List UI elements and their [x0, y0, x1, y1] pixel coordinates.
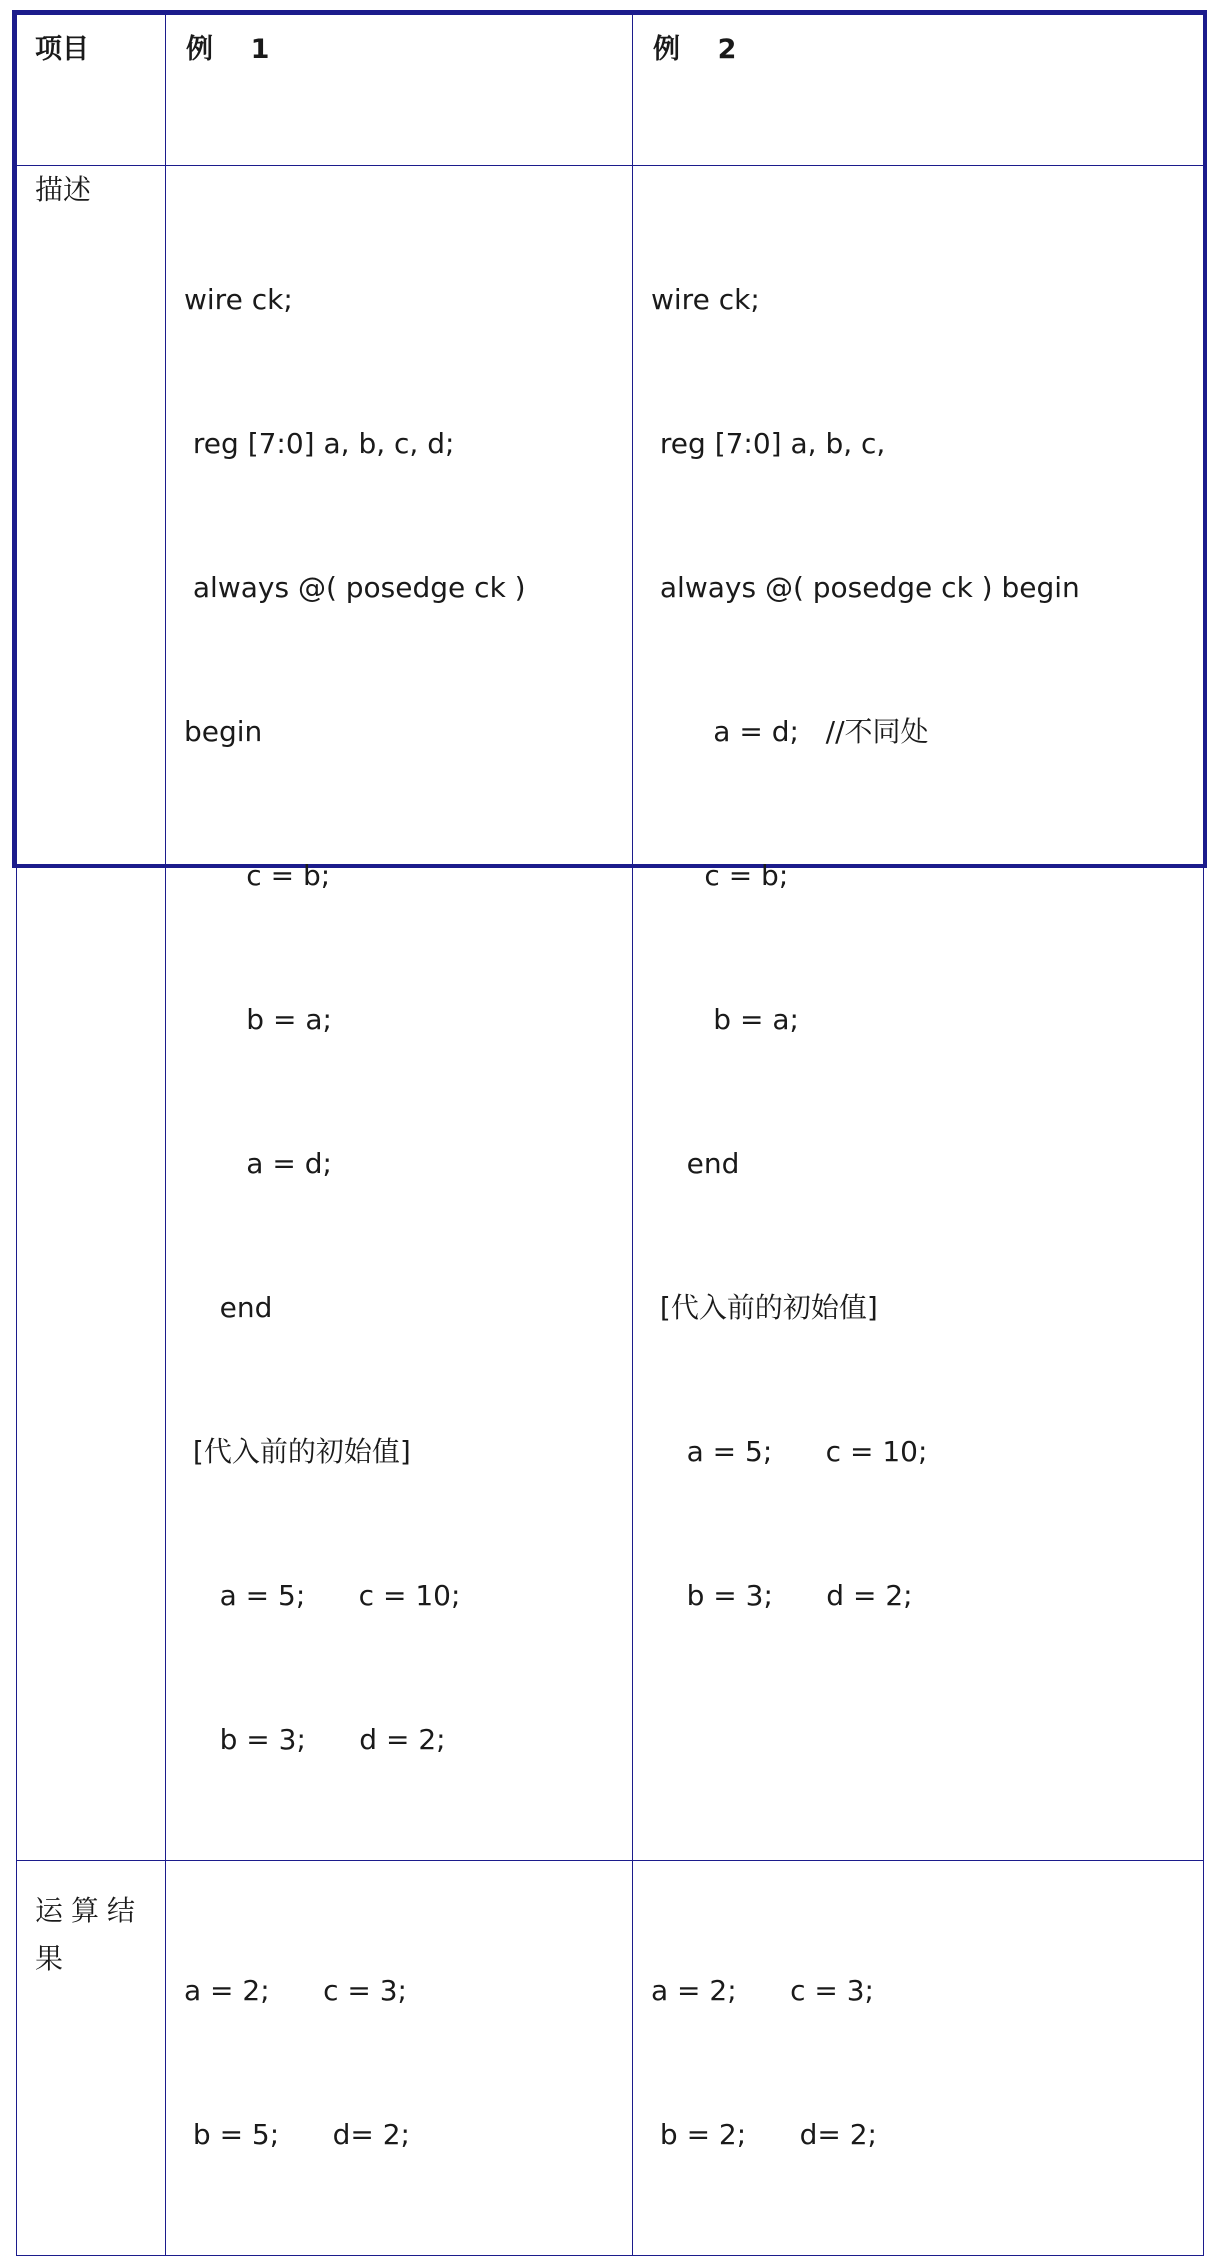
- header-cell-example1: [166, 15, 633, 166]
- code-line: end: [184, 1291, 273, 1324]
- comparison-table: [16, 14, 1204, 2256]
- example2-result-cell: [633, 1861, 1204, 2256]
- example1-code-cell: [166, 166, 633, 1861]
- result-row: [17, 1861, 1204, 2256]
- code-line: always @( posedge ck ) begin: [651, 571, 1080, 604]
- code-line: end: [651, 1147, 740, 1180]
- header-cell-example2: [633, 15, 1204, 166]
- result-line: b = 2; d= 2;: [651, 2118, 877, 2151]
- example1-code-block: [166, 166, 632, 1860]
- code-line: b = a;: [184, 1003, 332, 1036]
- header-cell-item: [17, 15, 166, 166]
- header-row: [17, 15, 1204, 166]
- result-label-cell: [17, 1861, 166, 2256]
- example2-code-block: [633, 166, 1203, 1716]
- code-line: b = a;: [651, 1003, 799, 1036]
- code-line: a = d;: [184, 1147, 332, 1180]
- example2-header-label: 例 2: [653, 34, 737, 65]
- code-line: b = 3; d = 2;: [184, 1723, 446, 1756]
- code-line: always @( posedge ck ): [184, 571, 526, 604]
- code-line: [代入前的初始值]: [651, 1291, 878, 1324]
- example2-code-cell: [633, 166, 1204, 1861]
- code-line: c = b;: [184, 859, 331, 892]
- description-label-cell: [17, 166, 166, 1861]
- item-header-label: 项目: [35, 34, 89, 65]
- code-line: wire ck;: [184, 283, 293, 316]
- description-row-label: 描述: [35, 173, 92, 206]
- example1-result-block: [166, 1861, 632, 2255]
- result-row-label: 运算结果: [35, 1894, 144, 1975]
- example1-header-label: 例 1: [186, 34, 270, 65]
- code-line: a = 5; c = 10;: [184, 1579, 461, 1612]
- code-line: a = 5; c = 10;: [651, 1435, 928, 1468]
- code-line: begin: [184, 715, 263, 748]
- code-line: [代入前的初始值]: [184, 1435, 411, 1468]
- code-line: a = d; //不同处: [651, 715, 929, 748]
- result-line: b = 5; d= 2;: [184, 2118, 410, 2151]
- result-line: a = 2; c = 3;: [651, 1974, 874, 2007]
- code-line: b = 3; d = 2;: [651, 1579, 913, 1612]
- result-line: a = 2; c = 3;: [184, 1974, 407, 2007]
- example1-result-cell: [166, 1861, 633, 2256]
- code-line: wire ck;: [651, 283, 760, 316]
- description-row: [17, 166, 1204, 1861]
- example2-result-block: [633, 1861, 1203, 2255]
- code-line: reg [7:0] a, b, c,: [651, 427, 886, 460]
- code-line: c = b;: [651, 859, 789, 892]
- code-line: reg [7:0] a, b, c, d;: [184, 427, 455, 460]
